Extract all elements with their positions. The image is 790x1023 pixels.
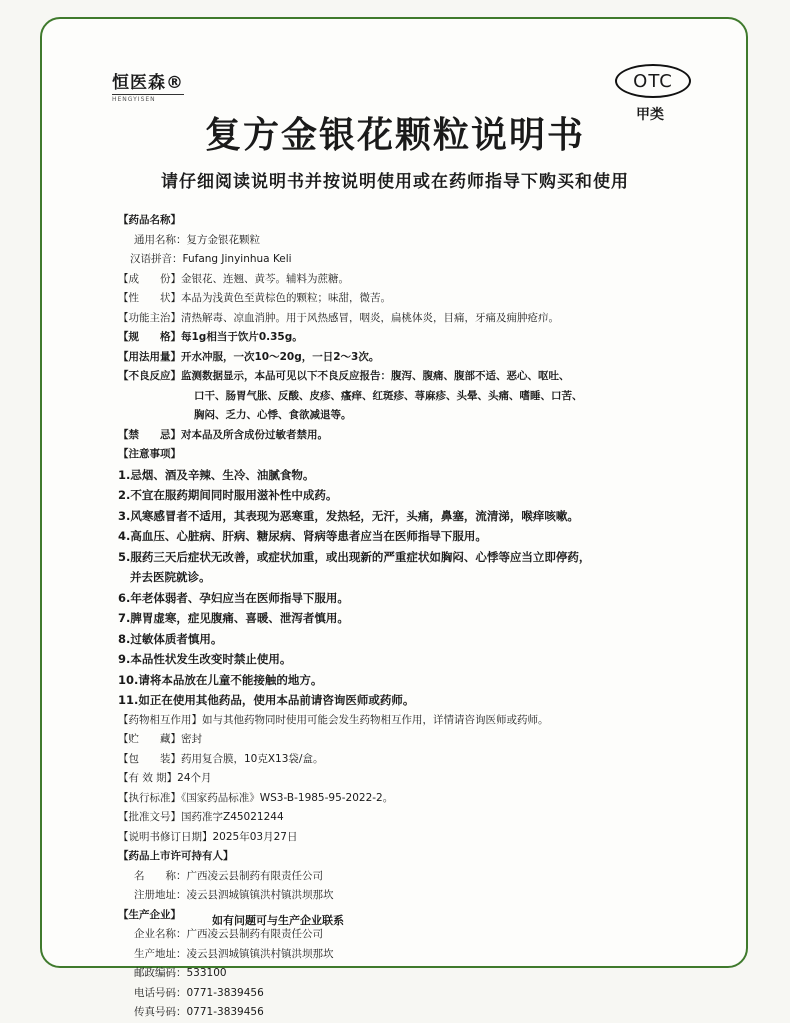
instruction-line: 3.风寒感冒者不适用，其表现为恶寒重，发热轻，无汗，头痛，鼻塞，流清涕，喉痒咳嗽。 <box>118 508 579 523</box>
instruction-line: 7.脾胃虚寒，症见腹痛、喜暖、泄泻者慎用。 <box>118 611 349 625</box>
instruction-line: 5.服药三天后症状无改善，或症状加重，或出现新的严重症状如胸闷、心悸等应当立即停药， <box>118 549 591 564</box>
instruction-line: 9.本品性状发生改变时禁止使用。 <box>118 652 292 666</box>
instruction-body <box>118 211 678 1023</box>
instruction-line: 1.忌烟、酒及辛辣、生冷、油腻食物。 <box>118 467 315 482</box>
instruction-line: 名 称：广西凌云县制药有限责任公司 <box>134 869 323 882</box>
instruction-line: 传真号码：0771-3839456 <box>134 1006 264 1018</box>
instruction-line: 企业名称：广西凌云县制药有限责任公司 <box>134 928 323 940</box>
instruction-line: 【药品上市许可持有人】 <box>118 850 234 862</box>
instruction-line: 汉语拼音：Fufang Jinyinhua Keli <box>130 253 292 265</box>
instruction-line: 【性 状】本品为浅黄色至黄棕色的颗粒；味甜，微苦。 <box>118 292 391 304</box>
instruction-line: 【执行标准】《国家药品标准》WS3-B-1985-95-2022-2。 <box>118 791 394 804</box>
instruction-line: 邮政编码：533100 <box>134 967 227 979</box>
instruction-line: 【规 格】每1g相当于饮片0.35g。 <box>118 331 303 343</box>
instruction-line: 【说明书修订日期】2025年03月27日 <box>118 830 298 843</box>
instruction-line: 并去医院就诊。 <box>130 570 211 584</box>
otc-badge: OTC <box>615 64 691 98</box>
otc-class: 甲类 <box>636 107 664 123</box>
instruction-line: 2.不宜在服药期间同时服用滋补性中成药。 <box>118 488 338 502</box>
instruction-line: 【成 份】金银花、连翘、黄芩。辅料为蔗糖。 <box>118 272 349 285</box>
instruction-line: 生产地址：凌云县泗城镇镇洪村镇洪坝那坎 <box>134 947 334 960</box>
instruction-line: 10.请将本品放在儿童不能接触的地方。 <box>118 672 323 687</box>
instruction-line: 11.如正在使用其他药品，使用本品前请咨询医师或药师。 <box>118 693 415 707</box>
instruction-line: 8.过敏体质者慎用。 <box>118 631 223 646</box>
instruction-line: 【包 装】药用复合膜，10克X13袋/盒。 <box>118 752 324 765</box>
instruction-line: 胸闷、乏力、心悸、食欲减退等。 <box>194 409 352 421</box>
instruction-line: 【生产企业】 <box>118 908 181 921</box>
instruction-line: 【贮 藏】密封 <box>118 733 202 745</box>
instruction-line: 【不良反应】监测数据显示，本品可见以下不良反应报告：腹泻、腹痛、腹部不适、恶心、呕吐、 <box>118 370 570 382</box>
logo-subtext: HENGYISEN <box>112 96 156 103</box>
instruction-line: 电话号码：0771-3839456 <box>134 986 264 999</box>
instruction-line: 【药物相互作用】如与其他药物同时使用可能会发生药物相互作用，详情请咨询医师或药师。 <box>118 713 549 726</box>
brand-logo <box>112 68 184 103</box>
instruction-line: 【功能主治】清热解毒、凉血消肿。用于风热感冒，咽炎，扁桃体炎，目痛，牙痛及痈肿疮疖。 <box>118 311 559 324</box>
instruction-line: 【批准文号】国药准字Z45021244 <box>118 811 284 823</box>
instruction-line: 【禁 忌】对本品及所含成份过敏者禁用。 <box>118 428 328 441</box>
page-title: 复方金银花颗粒说明书 <box>204 115 585 156</box>
instruction-line: 【注意事项】 <box>118 448 181 460</box>
instruction-line: 【有 效 期】24个月 <box>118 772 212 784</box>
instruction-line: 注册地址：凌云县泗城镇镇洪村镇洪坝那坎 <box>134 889 334 901</box>
instruction-line: 4.高血压、心脏病、肝病、糖尿病、肾病等患者应当在医师指导下服用。 <box>118 529 487 543</box>
instruction-line: 6.年老体弱者、孕妇应当在医师指导下服用。 <box>118 590 349 605</box>
instruction-line: 口干、肠胃气胀、反酸、皮疹、瘙痒、红斑疹、荨麻疹、头晕、头痛、嗜睡、口苦、 <box>194 389 583 402</box>
page-subtitle: 请仔细阅读说明书并按说明使用或在药师指导下购买和使用 <box>161 172 629 192</box>
contact-note: 如有问题可与生产企业联系 <box>212 914 344 927</box>
instruction-line: 通用名称：复方金银花颗粒 <box>134 233 260 246</box>
instruction-line: 【用法用量】开水冲服，一次10～20g，一日2～3次。 <box>118 350 380 363</box>
logo-text: 恒医森® <box>112 68 184 95</box>
instruction-line: 【药品名称】 <box>118 214 181 226</box>
